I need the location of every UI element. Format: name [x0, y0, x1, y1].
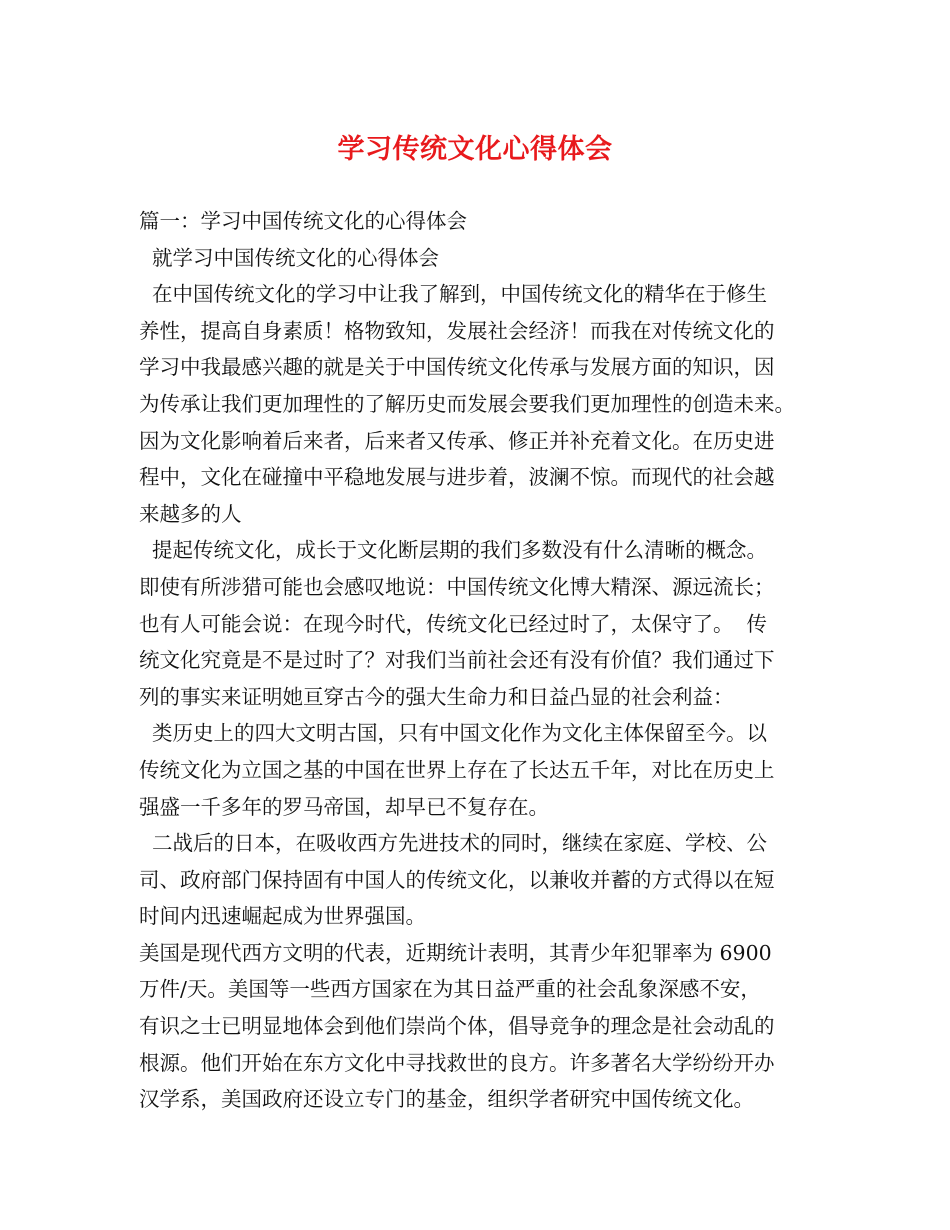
document-body	[139, 203, 839, 1118]
text-line: 美国是现代西方文明的代表，近期统计表明，其青少年犯罪率为 6900	[139, 940, 772, 965]
text-line: 时间内迅速崛起成为世界强国。	[139, 904, 426, 929]
text-line: 养性，提高自身素质！格物致知，发展社会经济！而我在对传统文化的	[139, 318, 775, 343]
text-line: 根源。他们开始在东方文化中寻找救世的良方。许多著名大学纷纷开办	[139, 1050, 775, 1075]
text-line: 提起传统文化，成长于文化断层期的我们多数没有什么清晰的概念。	[139, 538, 768, 563]
text-line: 强盛一千多年的罗马帝国，却早已不复存在。	[139, 794, 549, 819]
text-line: 即使有所涉猎可能也会感叹地说：中国传统文化博大精深、源远流长；	[139, 574, 775, 599]
text-line: 列的事实来证明她亘穿古今的强大生命力和日益凸显的社会利益：	[139, 684, 734, 709]
text-line: 因为文化影响着后来者，后来者又传承、修正并补充着文化。在历史进	[139, 428, 775, 453]
document-title: 学习传统文化心得体会	[337, 134, 613, 165]
text-line: 在中国传统文化的学习中让我了解到，中国传统文化的精华在于修生	[139, 282, 768, 307]
text-line: 来越多的人	[139, 501, 242, 526]
text-line: 统文化究竟是不是过时了？对我们当前社会还有没有价值？我们通过下	[139, 648, 775, 673]
text-line: 篇一：学习中国传统文化的心得体会	[139, 209, 467, 233]
text-line: 学习中我最感兴趣的就是关于中国传统文化传承与发展方面的知识，因	[139, 355, 775, 380]
text-line: 二战后的日本，在吸收西方先进技术的同时，继续在家庭、学校、公	[139, 831, 768, 856]
text-line: 也有人可能会说：在现今时代，传统文化已经过时了，太保守了。 传	[139, 611, 768, 636]
text-line: 程中，文化在碰撞中平稳地发展与进步着，波澜不惊。而现代的社会越	[139, 465, 775, 490]
text-line: 汉学系，美国政府还设立专门的基金，组织学者研究中国传统文化。	[139, 1087, 754, 1112]
text-line: 为传承让我们更加理性的了解历史而发展会要我们更加理性的创造未来。	[139, 391, 795, 416]
text-line: 万件/天。美国等一些西方国家在为其日益严重的社会乱象深感不安，	[139, 977, 761, 1002]
text-line: 司、政府部门保持固有中国人的传统文化，以兼收并蓄的方式得以在短	[139, 867, 775, 892]
text-line: 传统文化为立国之基的中国在世界上存在了长达五千年，对比在历史上	[139, 757, 775, 782]
text-line: 就学习中国传统文化的心得体会	[139, 245, 440, 270]
text-line: 类历史上的四大文明古国，只有中国文化作为文化主体保留至今。以	[139, 721, 768, 746]
text-line: 有识之士已明显地体会到他们崇尚个体，倡导竞争的理念是社会动乱的	[139, 1014, 775, 1039]
